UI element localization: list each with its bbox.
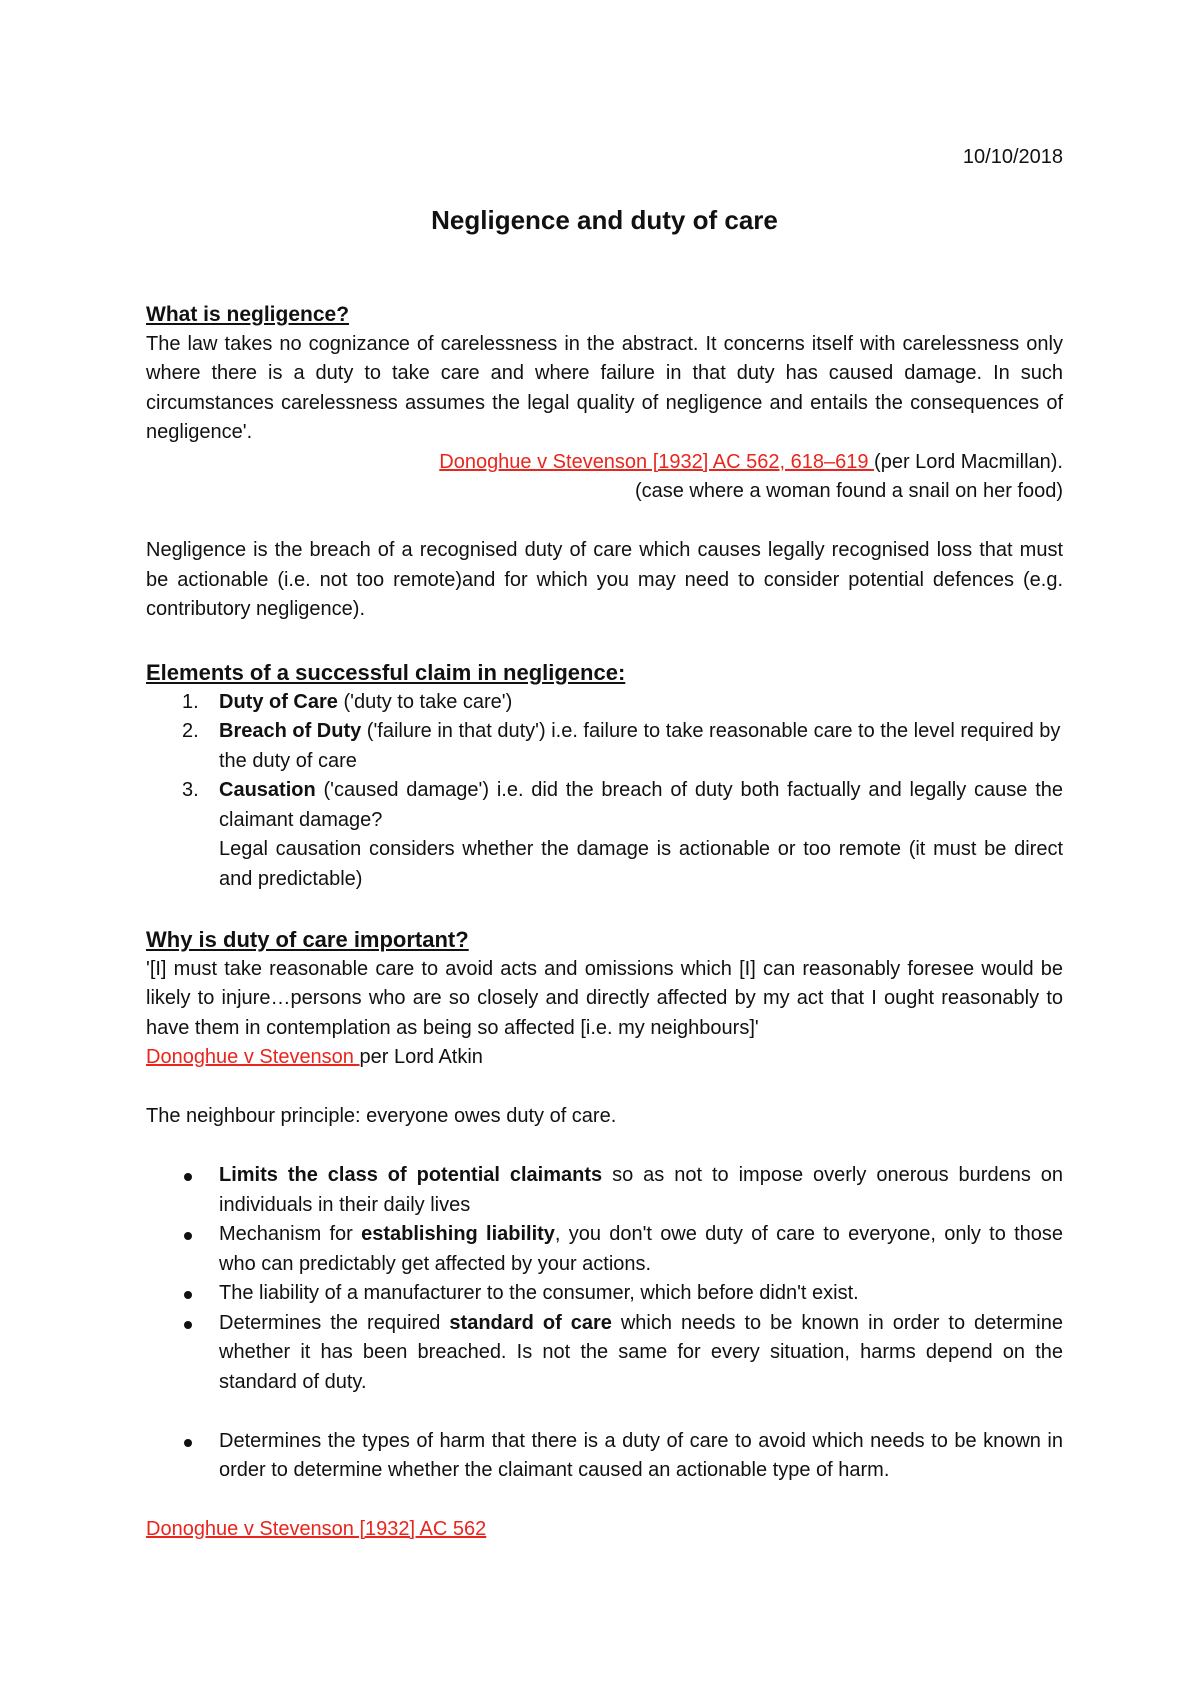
citation-link[interactable]: Donoghue v Stevenson <box>146 1046 360 1068</box>
list-number: 3. <box>182 779 199 801</box>
item-text: ('duty to take care') <box>337 690 513 713</box>
item-term: standard of care <box>449 1311 612 1334</box>
section-why-duty-of-care <box>146 925 1063 1545</box>
section-what-is-negligence <box>146 300 1063 625</box>
quote-citation <box>146 1043 1063 1073</box>
list-item <box>146 1161 1063 1220</box>
item-text: ('caused damage') i.e. did the breach of duty both factually and legally cause the claimant damage? <box>219 779 1063 831</box>
item-text: Mechanism for <box>219 1223 362 1245</box>
footer-citation <box>146 1515 1063 1545</box>
list-item <box>146 1309 1063 1398</box>
neighbour-principle: The neighbour principle: everyone owes duty of care. <box>146 1105 617 1127</box>
document-title: Negligence and duty of care <box>431 205 778 235</box>
item-text: , you don't owe duty of care to everyone, only to those who can predictably get affected by your actions. <box>219 1223 1063 1275</box>
item-extra: Legal causation considers whether the damage is actionable or too remote (it must be direct and predictable) <box>219 838 1063 890</box>
item-term: Limits the class of potential claimants <box>219 1164 603 1186</box>
list-item <box>146 688 1063 718</box>
bullet-icon <box>184 1173 192 1181</box>
item-text: ('failure in that duty') i.e. failure to take reasonable care to the level required by the duty of care <box>219 720 1061 772</box>
elements-list <box>146 688 1063 895</box>
quote-citation <box>146 448 1063 478</box>
citation-suffix: per Lord Atkin <box>359 1046 483 1068</box>
list-number: 1. <box>182 690 199 713</box>
item-text: Determines the required <box>219 1311 450 1334</box>
section-heading: Why is duty of care important? <box>146 927 469 952</box>
list-item <box>146 717 1063 776</box>
item-text: The liability of a manufacturer to the consumer, which before didn't exist. <box>219 1282 859 1304</box>
list-item <box>146 1220 1063 1279</box>
negligence-quote: The law takes no cognizance of carelessness in the abstract. It concerns itself with carelessness only where there is a duty to take care and where failure in that duty has caused damage. In such circumstances carelessness assumes the legal quality of negligence and entails the consequences of negligence'. <box>146 332 1063 443</box>
list-item <box>146 1279 1063 1309</box>
citation-link[interactable]: Donoghue v Stevenson [1932] AC 562, 618–619 <box>439 450 875 473</box>
case-note: (case where a woman found a snail on her food) <box>634 480 1063 502</box>
section-heading: What is negligence? <box>146 303 350 326</box>
item-text: Determines the types of harm that there is a duty of care to avoid which needs to be known in order to determine whether the claimant caused an actionable type of harm. <box>219 1429 1063 1481</box>
footer-case-link[interactable]: Donoghue v Stevenson [1932] AC 562 <box>146 1518 487 1540</box>
bullet-icon <box>184 1439 192 1447</box>
item-term: Breach of Duty <box>219 720 362 742</box>
bullet-icon <box>184 1321 192 1329</box>
list-item <box>146 1427 1063 1486</box>
citation-suffix: (per Lord Macmillan). <box>874 450 1063 473</box>
importance-list <box>146 1161 1063 1486</box>
negligence-definition: Negligence is the breach of a recognised duty of care which causes legally recognised loss that must be actionable (i.e. not too remote)and for which you may need to consider potential defences (e.g. contributory negligence). <box>146 539 1063 620</box>
item-term: Causation <box>219 779 316 801</box>
item-text: so as not to impose overly onerous burdens on individuals in their daily lives <box>219 1164 1064 1216</box>
bullet-icon <box>184 1291 192 1299</box>
document-date: 10/10/2018 <box>962 146 1063 168</box>
list-number: 2. <box>182 720 199 742</box>
atkin-quote: '[I] must take reasonable care to avoid acts and omissions which [I] can reasonably foresee would be likely to injure…persons who are so closely and directly affected by my act that I ought reasonably to have them in contemplation as being so affected [i.e. my neighbours]' <box>146 957 1063 1039</box>
section-elements <box>146 658 1063 894</box>
item-term: Duty of Care <box>219 690 338 713</box>
item-term: establishing liability <box>361 1223 555 1245</box>
bullet-icon <box>184 1232 192 1240</box>
section-heading: Elements of a successful claim in negligence: <box>146 660 626 685</box>
item-text: which needs to be known in order to determine whether it has been breached. Is not the same for every situation, harms depend on the standard of duty. <box>219 1311 1063 1393</box>
list-item <box>146 776 1063 894</box>
